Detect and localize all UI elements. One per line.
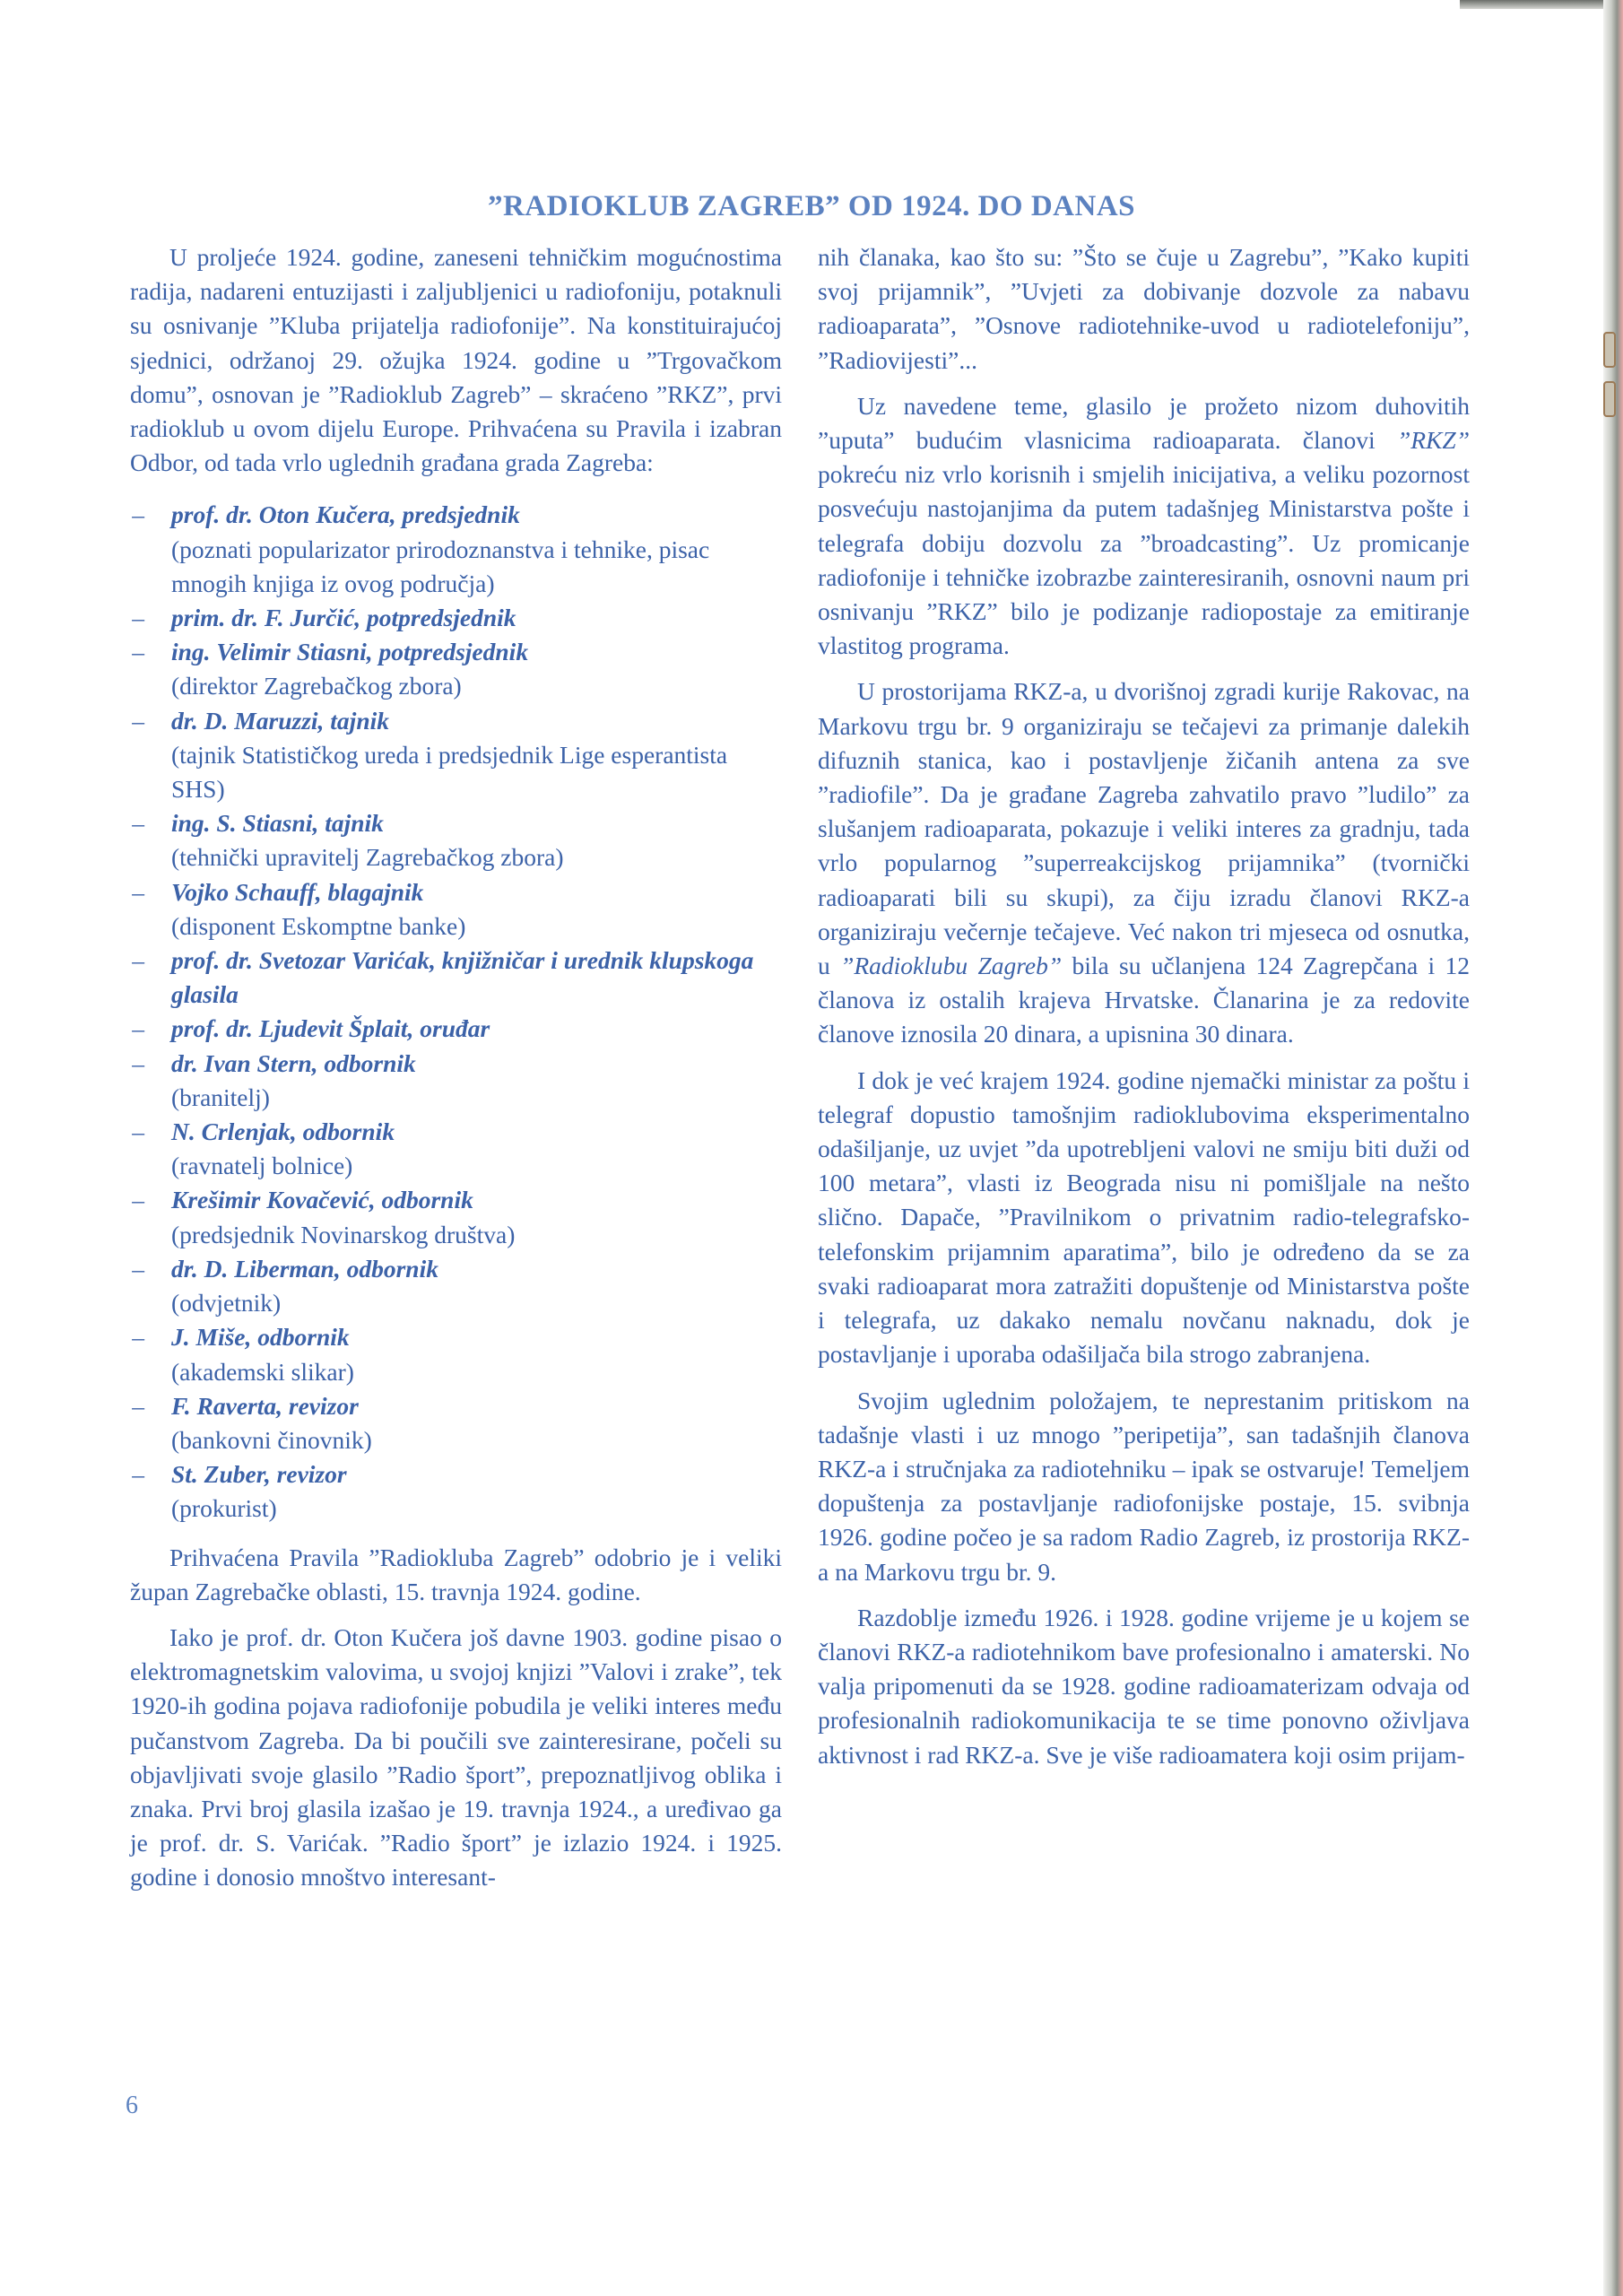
page-number: 6	[126, 2092, 138, 2119]
text-run: U prostorijama RKZ-a, u dvorišnoj zgradi kurije Rakovac, na Markovu trgu br. 9 organiziraju se tečajevi za primanje dalekih difuznih stanica, kao i postavljenje žičanih antena za sve ”radiofile”. Da je građane Zagreba zahvatilo pravo ”ludilo” za slušanjem radioaparata, pokazuje i veliki interes za gradnju, tada vrlo popularnog ”superreakcijskog prijamnika” (tvornički radioaparati bili su skupi), za čiju izradu članovi RKZ-a organiziraju večernje tečajeve. Već nakon tri mjeseca od osnutka, u	[818, 677, 1470, 980]
left-column	[130, 240, 782, 1907]
list-dash: –	[132, 604, 144, 632]
member-name: prim. dr. F. Jurčić, potpredsjednik	[171, 604, 516, 632]
paragraph-kucera: Iako je prof. dr. Oton Kučera još davne 1903. godine pisao o elektromagnetskim valovima, u svojoj knjizi ”Valovi i zrake”, tek 1920-ih godina pojava radiofonije pobudila je veliki interes među pučanstvom Zagreba. Da bi poučili sve zainteresirane, počeli su objavljivati svoje glasilo ”Radio šport”, prepoznatljivog oblika i znaka. Prvi broj glasila izašao je 19. travnja 1924., a uređivao ga je prof. dr. S. Varićak. ”Radio šport” je izlazio 1924. i 1925. godine i donosio mnoštvo interesant-	[130, 1622, 782, 1892]
list-dash: –	[132, 1014, 144, 1043]
member-name: prof. dr. Ljudevit Šplait, oruđar	[171, 1014, 490, 1043]
paragraph-articles: nih članaka, kao što su: ”Što se čuje u Zagrebu”, ”Kako kupiti svoj prijamnik”, ”Uvjeti za dobivanje dozvole za nabavu radioaparata”, ”Osnove radiotehnike-uvod u radiotelefoniju”, ”Radiovijesti”...	[818, 243, 1470, 374]
committee-member	[130, 1320, 782, 1388]
member-name: dr. D. Liberman, odbornik	[171, 1254, 438, 1283]
page-top-shadow	[1460, 0, 1603, 9]
committee-member	[130, 1457, 782, 1526]
member-name: Krešimir Kovačević, odbornik	[171, 1186, 473, 1214]
list-dash: –	[132, 1048, 144, 1077]
member-note: (prokurist)	[171, 1494, 277, 1523]
list-dash: –	[132, 1118, 144, 1146]
committee-member	[130, 601, 782, 635]
text-run: Uz navedene teme, glasilo je prožeto nizom duhovitih ”uputa” budućim vlasnicima radioaparata. članovi	[818, 391, 1470, 455]
list-dash: –	[132, 809, 144, 838]
list-dash: –	[132, 500, 144, 529]
member-name: prof. dr. Svetozar Varićak, knjižničar i urednik klupskoga glasila	[171, 946, 754, 1009]
committee-member	[130, 875, 782, 944]
member-note: (poznati popularizator prirodoznanstva i tehnike, pisac mnogih knjiga iz ovog područja)	[171, 535, 710, 597]
committee-member	[130, 944, 782, 1012]
member-name: F. Raverta, revizor	[171, 1391, 359, 1420]
staple-icon	[1603, 381, 1616, 417]
list-dash: –	[132, 1460, 144, 1489]
committee-member	[130, 635, 782, 703]
member-note: (akademski slikar)	[171, 1357, 354, 1386]
list-dash: –	[132, 638, 144, 666]
list-dash: –	[132, 946, 144, 975]
intro-paragraph: U proljeće 1924. godine, zaneseni tehničkim mogućnostima radija, nadareni entuzijasti i zaljubljenici u radiofoniju, potaknuli su osnivanje ”Kluba prijatelja radiofonije”. Na konstituirajućoj sjednici, održanoj 29. ožujka 1924. godine u ”Trgovačkom domu”, osnovan je ”Radioklub Zagreb” – skraćeno ”RKZ”, prvi radioklub u ovom dijelu Europe. Prihvaćena su Pravila i izabran Odbor, od tada vrlo uglednih građana grada Zagreba:	[130, 243, 782, 477]
text-run: bila su učlanjena 124 Zagrepčana i 12 članova iz ostalih krajeva Hrvatske. Članarina je za redovite članove iznosila 20 dinara, a upisnina 30 dinara.	[818, 952, 1471, 1048]
member-name: dr. D. Maruzzi, tajnik	[171, 706, 390, 735]
committee-member	[130, 704, 782, 807]
member-name: St. Zuber, revizor	[171, 1460, 347, 1489]
committee-member	[130, 498, 782, 601]
staple-icon	[1603, 332, 1616, 368]
paragraph-radio-zagreb: Svojim uglednim položajem, te neprestanim pritiskom na tadašnje vlasti i uz mnogo ”peripetija”, san tadašnjih članova RKZ-a i stručnjaka za radiotehniku – ipak se ostvaruje! Temeljem dopuštenja za postavljanje radiofonijske postaje, 15. svibnja 1926. godine počeo je sa radom Radio Zagreb, iz prostorija RKZ-a na Markovu trgu br. 9.	[818, 1386, 1470, 1586]
member-note: (direktor Zagrebačkog zbora)	[171, 672, 462, 700]
paragraph-courses	[818, 674, 1470, 1051]
paragraph-approval: Prihvaćena Pravila ”Radiokluba Zagreb” odobrio je i veliki župan Zagrebačke oblasti, 15. travnja 1924. godine.	[130, 1543, 782, 1605]
member-name: prof. dr. Oton Kučera, predsjednik	[171, 500, 520, 529]
committee-member	[130, 1389, 782, 1457]
right-column	[818, 240, 1470, 1784]
text-run: pokreću niz vrlo korisnih i smjelih inicijativa, a veliku pozornost posvećuju nastojanjima da putem tadašnjeg Ministarstva pošte i telegrafa dobiju dozvolu za ”broadcasting”. Uz promicanje radiofonije i tehničke izobrazbe zainteresiranih, osnovni naum pri osnivanju ”RKZ” bilo je podizanje radiopostaje za emitiranje vlastitog programa.	[818, 460, 1470, 660]
member-note: (tajnik Statističkog ureda i predsjednik Lige esperantista SHS)	[171, 740, 728, 804]
list-dash: –	[132, 1186, 144, 1214]
member-note: (bankovni činovnik)	[171, 1425, 372, 1454]
paragraph-amateurs: Razdoblje između 1926. i 1928. godine vrijeme je u kojem se članovi RKZ-a radiotehnikom bave profesionalno i amaterski. No valja pripomenuti da se 1928. godine radioamaterizam odvaja od profesionalnih radiokomunikacija te se time ponovno oživljava aktivnost i rad RKZ-a. Sve je više radioamatera koji osim prijam-	[818, 1603, 1470, 1769]
committee-member	[130, 806, 782, 874]
list-dash: –	[132, 1391, 144, 1420]
committee-member	[130, 1252, 782, 1320]
committee-member	[130, 1183, 782, 1251]
member-note: (odvjetnik)	[171, 1289, 282, 1318]
member-note: (ravnatelj bolnice)	[171, 1152, 353, 1180]
member-name: Vojko Schauff, blagajnik	[171, 877, 424, 906]
member-name: N. Crlenjak, odbornik	[171, 1118, 395, 1146]
member-note: (tehnički upravitelj Zagrebačkog zbora)	[171, 843, 564, 872]
list-dash: –	[132, 877, 144, 906]
italic-run: ”RKZ”	[1396, 426, 1470, 455]
page-title: ”RADIOKLUB ZAGREB” OD 1924. DO DANAS	[487, 190, 1136, 223]
member-note: (disponent Eskomptne banke)	[171, 911, 466, 940]
committee-member	[130, 1047, 782, 1115]
member-note: (predsjednik Novinarskog društva)	[171, 1220, 516, 1248]
committee-list	[130, 498, 782, 1526]
paragraph-regulations: I dok je već krajem 1924. godine njemački ministar za poštu i telegraf dopustio tamošnjim radioklubovima eksperimentalno odašiljanje, uz uvjet ”da upotrebljeni valovi ne smiju biti duži od 100 metara”, vlasti iz Beograda nisu ni pomišljale na nešto slično. Dapače, ”Pravilnikom o privatnim radio-telegrafsko-telefonskim prijamnim aparatima”, bilo je određeno da se za svaki radioaparat mora zatražiti dopuštenje od Ministarstva pošte i telegrafa, uz dakako nemalu novčanu naknadu, dok je postavljanje i uporaba odašiljača bila strogo zabranjena.	[818, 1065, 1470, 1369]
member-name: ing. Velimir Stiasni, potpredsjednik	[171, 638, 529, 666]
member-name: dr. Ivan Stern, odbornik	[171, 1048, 416, 1077]
list-dash: –	[132, 1323, 144, 1352]
committee-member	[130, 1012, 782, 1046]
list-dash: –	[132, 1254, 144, 1283]
committee-member	[130, 1115, 782, 1183]
paragraph-initiatives	[818, 389, 1470, 664]
member-name: ing. S. Stiasni, tajnik	[171, 809, 384, 838]
list-dash: –	[132, 706, 144, 735]
italic-run: ”Radioklubu Zagreb”	[840, 952, 1063, 980]
member-name: J. Miše, odbornik	[171, 1323, 350, 1352]
member-note: (branitelj)	[171, 1083, 270, 1111]
